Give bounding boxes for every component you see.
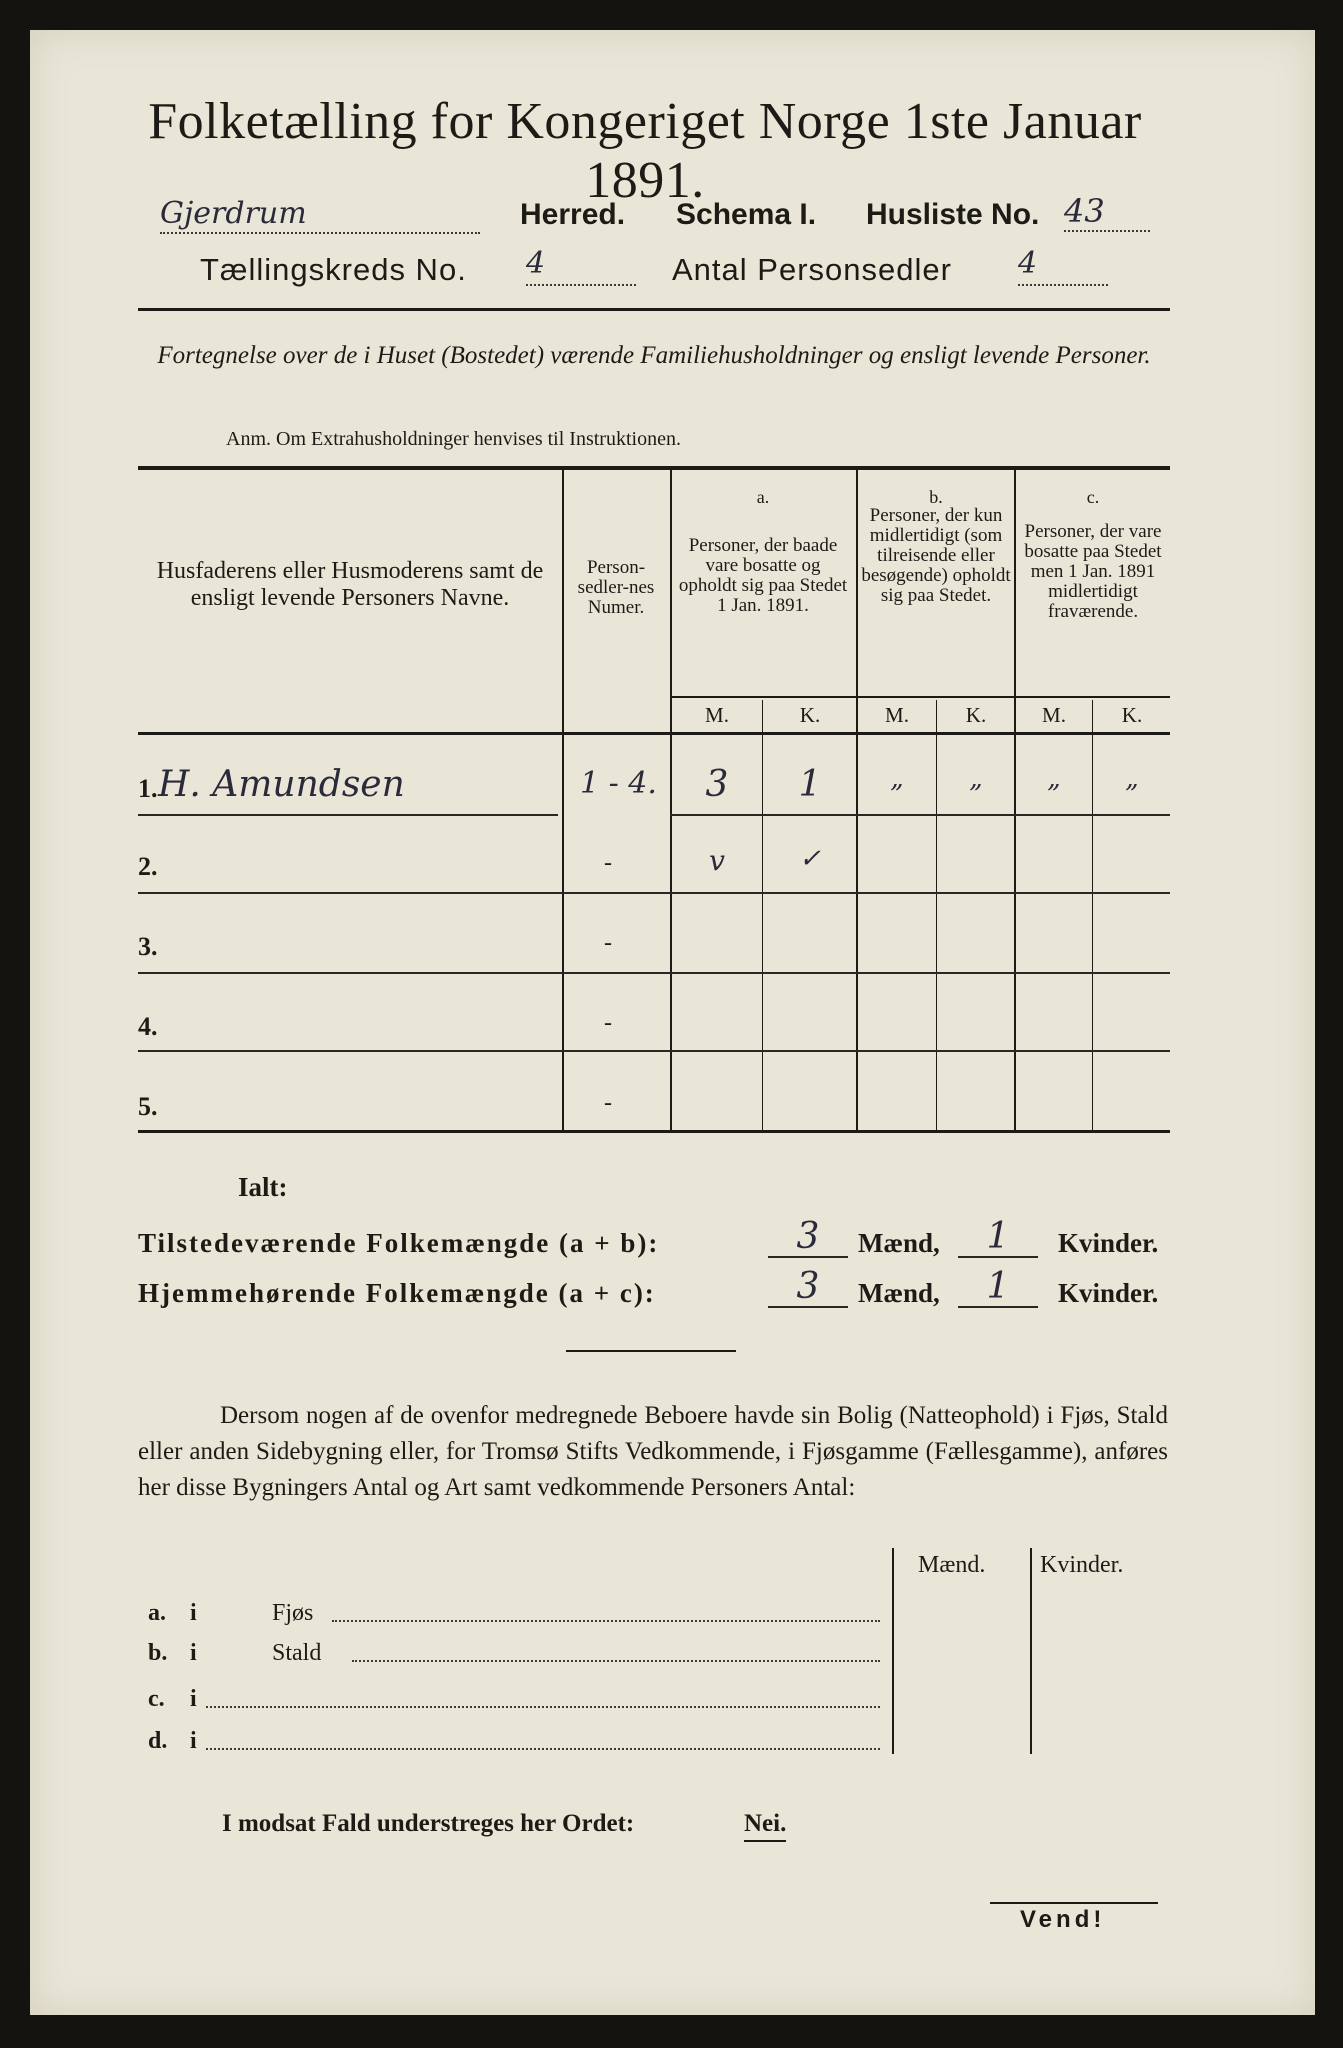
row-number: 1.	[138, 774, 158, 803]
tilstede-kvinder: Kvinder.	[1058, 1228, 1159, 1258]
footer-maend-header: Mænd.	[918, 1552, 986, 1578]
footer-divider	[1030, 1548, 1032, 1754]
herred-label: Herred.	[520, 198, 626, 231]
vend-label: Vend!	[1020, 1906, 1106, 1933]
tilstede-maend: Mænd,	[858, 1228, 940, 1258]
hjemme-m: 3	[768, 1266, 848, 1308]
row-a-k: ✓	[799, 844, 821, 874]
col-c-k: K.	[1121, 703, 1143, 727]
row-a-m: 3	[705, 764, 729, 805]
col-name-header: Husfaderens eller Husmoderens samt de ensligt levende Personers Navne.	[156, 558, 544, 611]
intro-text: Fortegnelse over de i Huset (Bostedet) værende Familiehusholdninger og ensligt levende Personer.	[157, 342, 1151, 369]
footer-kvinder-header: Kvinder.	[1040, 1552, 1124, 1578]
item-label: Stald	[272, 1640, 322, 1666]
kreds-label: Tællingskreds No.	[200, 252, 467, 287]
row-number: 5.	[138, 1092, 158, 1121]
row-number: 2.	[138, 852, 158, 881]
col-b-letter: b.	[929, 487, 943, 507]
personsedler-value: 4	[1018, 246, 1108, 286]
row-c-m: „	[1047, 764, 1061, 794]
kreds-value: 4	[526, 246, 636, 286]
tilstede-label: Tilstedeværende Folkemængde (a + b):	[138, 1228, 660, 1258]
row-number: 4.	[138, 1012, 158, 1041]
col-divider	[936, 700, 937, 1132]
hjemme-k: 1	[958, 1266, 1038, 1308]
item-prefix: i	[190, 1640, 197, 1666]
col-c-m: M.	[1042, 703, 1066, 727]
row-b-m: „	[890, 764, 904, 794]
nei-word: Nei.	[744, 1810, 786, 1842]
husliste-value: 43	[1064, 192, 1150, 232]
item-prefix: i	[190, 1600, 197, 1626]
form-title: Folketælling for Kongeriget Norge 1ste Januar 1891.	[148, 93, 1142, 209]
header-rule	[138, 308, 1170, 311]
personsedler-label: Antal Personsedler	[672, 252, 952, 287]
row-line	[138, 972, 1170, 974]
row-b-k: „	[969, 764, 983, 794]
schema-label: Schema I.	[676, 198, 817, 231]
row-sedler: -	[604, 1090, 612, 1116]
hjemme-kvinder: Kvinder.	[1058, 1278, 1159, 1308]
col-divider	[1092, 700, 1093, 1132]
col-num-header: Person-sedler-nes Numer.	[577, 557, 655, 618]
vend-rule	[990, 1902, 1158, 1904]
item-label: Fjøs	[272, 1600, 314, 1626]
row-name: H. Amundsen	[158, 764, 405, 805]
col-divider	[1014, 470, 1016, 1132]
anm-note: Anm. Om Extrahusholdninger henvises til Instruktionen.	[226, 428, 681, 450]
item-letter: c.	[148, 1686, 165, 1712]
tilstede-m: 3	[768, 1216, 848, 1258]
census-form	[30, 30, 1315, 2015]
col-a-letter: a.	[756, 487, 770, 507]
col-divider	[856, 470, 858, 1132]
item-letter: a.	[148, 1600, 166, 1626]
row-line	[138, 814, 558, 816]
tilstede-k: 1	[958, 1216, 1038, 1258]
mk-rule	[670, 696, 1170, 698]
row-sedler: 1 - 4.	[580, 766, 657, 801]
footer-divider	[892, 1548, 894, 1754]
row-sedler: -	[604, 850, 612, 876]
item-dots	[332, 1616, 880, 1622]
row-sedler: -	[604, 930, 612, 956]
item-dots	[206, 1702, 880, 1708]
hjemme-maend: Mænd,	[858, 1278, 940, 1308]
item-prefix: i	[190, 1728, 197, 1754]
hjemme-label: Hjemmehørende Folkemængde (a + c):	[138, 1278, 656, 1308]
ialt-label: Ialt:	[238, 1172, 288, 1202]
row-line	[138, 892, 1170, 894]
col-a-header: Personer, der baade vare bosatte og opholdt sig paa Stedet 1 Jan. 1891.	[678, 535, 848, 616]
item-letter: b.	[148, 1640, 168, 1666]
footer-paragraph: Dersom nogen af de ovenfor medregnede Beboere havde sin Bolig (Natteophold) i Fjøs, Stald eller anden Sidebygning eller, for Tromsø Stifts Vedkommende, i Fjøsgamme (Fællesgamme), anføres her disse Bygningers Antal og Art samt vedkommende Personers Antal:	[138, 1402, 1168, 1501]
item-dots	[352, 1656, 880, 1662]
herred-value: Gjerdrum	[160, 196, 480, 234]
row-a-k: 1	[798, 764, 822, 805]
col-b-k: K.	[965, 703, 987, 727]
section-divider	[566, 1350, 736, 1352]
row-a-m: v	[709, 844, 725, 877]
modsat-text: I modsat Fald understreges her Ordet:	[222, 1810, 635, 1837]
col-b-m: M.	[885, 703, 909, 727]
row-c-k: „	[1125, 764, 1139, 794]
item-prefix: i	[190, 1686, 197, 1712]
row-sedler: -	[604, 1010, 612, 1036]
col-divider	[562, 470, 564, 1132]
col-c-header: Personer, der vare bosatte paa Stedet men 1 Jan. 1891 midlertidigt fraværende.	[1024, 521, 1162, 622]
husliste-label: Husliste No.	[866, 198, 1040, 231]
col-a-k: K.	[799, 703, 821, 727]
row-line	[670, 814, 1170, 816]
item-dots	[206, 1744, 880, 1750]
row-number: 3.	[138, 932, 158, 961]
col-b-header: Personer, der kun midlertidigt (som tilreisende eller besøgende) opholdt sig paa Stedet.	[861, 505, 1011, 606]
row-line	[138, 1050, 1170, 1052]
col-a-m: M.	[705, 703, 729, 727]
item-letter: d.	[148, 1728, 168, 1754]
col-c-letter: c.	[1086, 487, 1100, 507]
col-divider	[762, 700, 763, 1132]
